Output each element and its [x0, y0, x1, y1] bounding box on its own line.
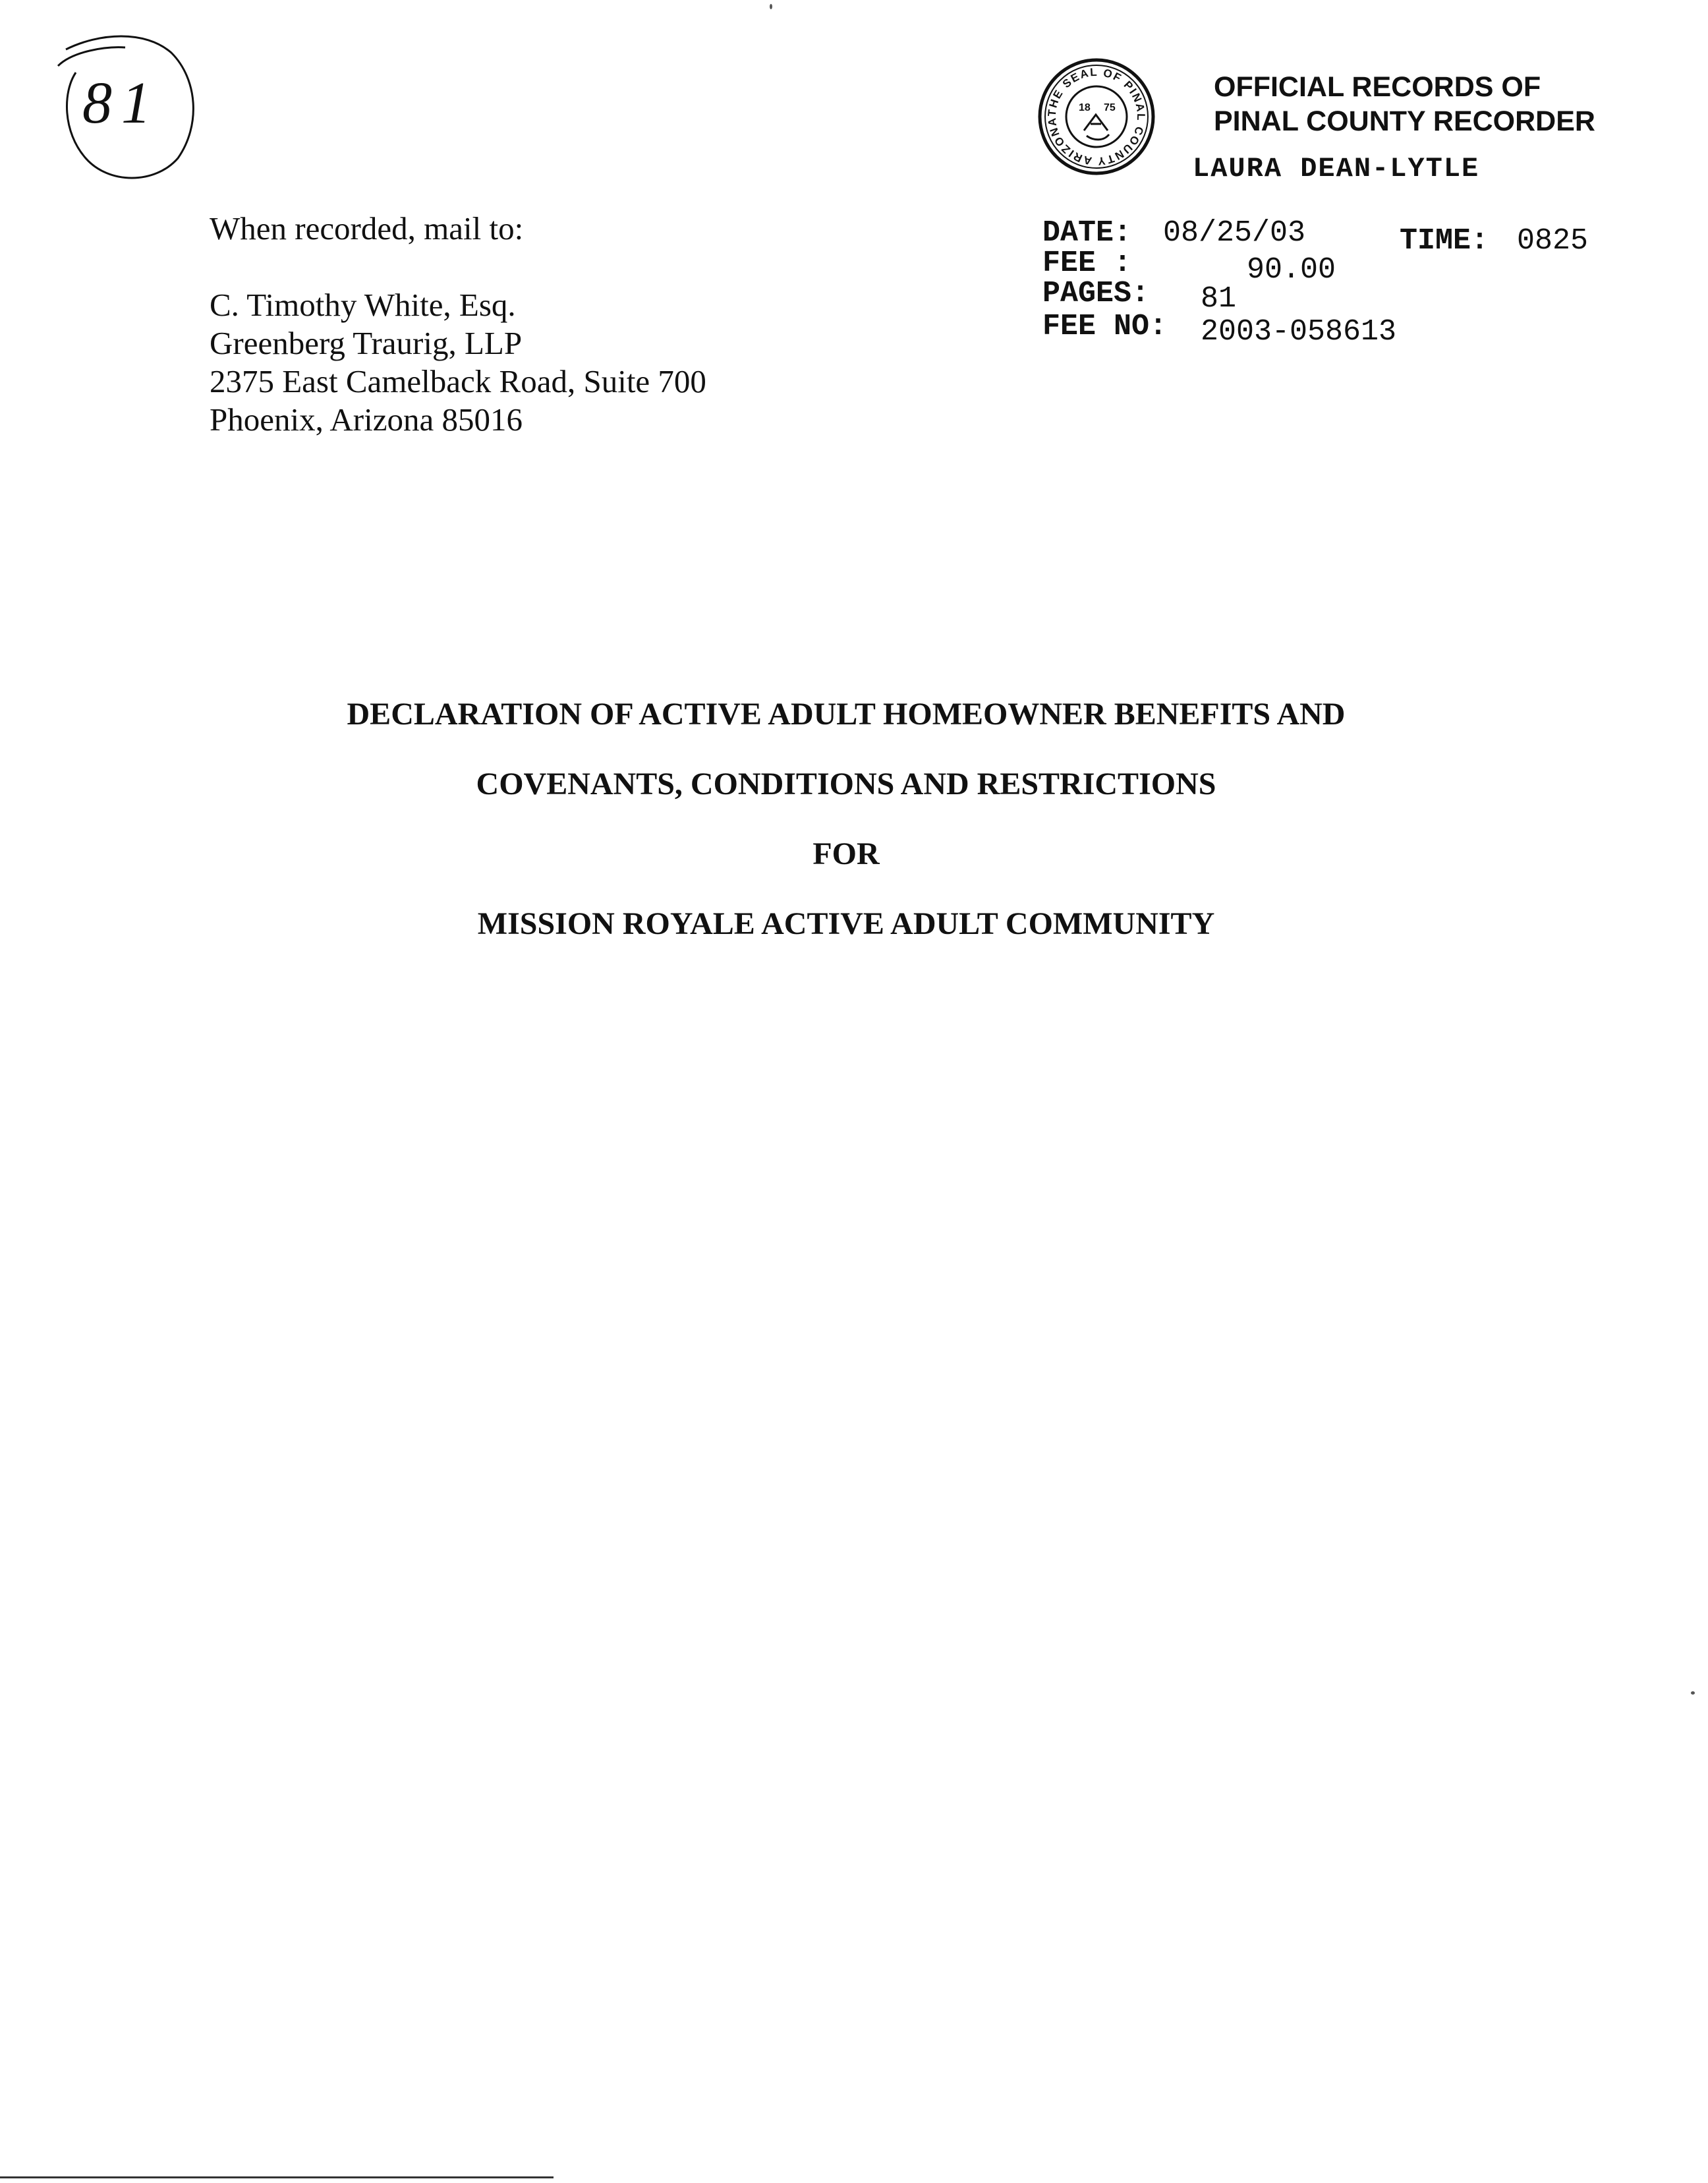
title-line-4: MISSION ROYALE ACTIVE ADULT COMMUNITY	[477, 906, 1215, 941]
mail-to-line: Greenberg Traurig, LLP	[210, 325, 523, 361]
handwritten-circled-note	[46, 26, 217, 185]
seal-ring-text: THE SEAL OF PINAL COUNTY ARIZONA	[1045, 65, 1148, 168]
county-seal-icon	[1038, 58, 1155, 175]
title-line-1: DECLARATION OF ACTIVE ADULT HOMEOWNER BENEFITS AND	[347, 697, 1346, 732]
fee-label: FEE :	[1042, 247, 1132, 280]
pages-label: PAGES:	[1042, 277, 1150, 310]
mail-to-line: 2375 East Camelback Road, Suite 700	[210, 363, 706, 399]
fee-no-value: 2003-058613	[1201, 315, 1397, 349]
scan-speck	[770, 4, 772, 9]
handwritten-number: 81	[82, 71, 160, 136]
pages-value: 81	[1201, 282, 1237, 316]
recorder-heading	[1214, 70, 1595, 138]
time-label: TIME:	[1400, 224, 1489, 258]
footer-rule	[0, 2176, 554, 2178]
recorder-name: LAURA DEAN-LYTLE	[1193, 153, 1480, 185]
fee-no-label: FEE NO:	[1042, 310, 1168, 343]
seal-year-right: 75	[1104, 102, 1116, 113]
mail-to-block	[210, 210, 706, 439]
recorder-heading-line1: OFFICIAL RECORDS OF	[1214, 71, 1541, 103]
mail-to-line: C. Timothy White, Esq.	[210, 287, 516, 323]
seal-year-left: 18	[1079, 102, 1091, 113]
recorder-heading-line2: PINAL COUNTY RECORDER	[1214, 105, 1595, 137]
title-line-3: FOR	[812, 836, 880, 871]
date-label: DATE:	[1042, 216, 1132, 250]
mail-to-line: Phoenix, Arizona 85016	[210, 401, 523, 438]
scan-speck	[1691, 1691, 1695, 1695]
time-value: 0825	[1517, 224, 1589, 258]
title-line-2: COVENANTS, CONDITIONS AND RESTRICTIONS	[476, 767, 1216, 801]
fee-value: 90.00	[1247, 253, 1336, 287]
date-value: 08/25/03	[1163, 216, 1306, 250]
mail-to-label: When recorded, mail to:	[210, 210, 524, 247]
